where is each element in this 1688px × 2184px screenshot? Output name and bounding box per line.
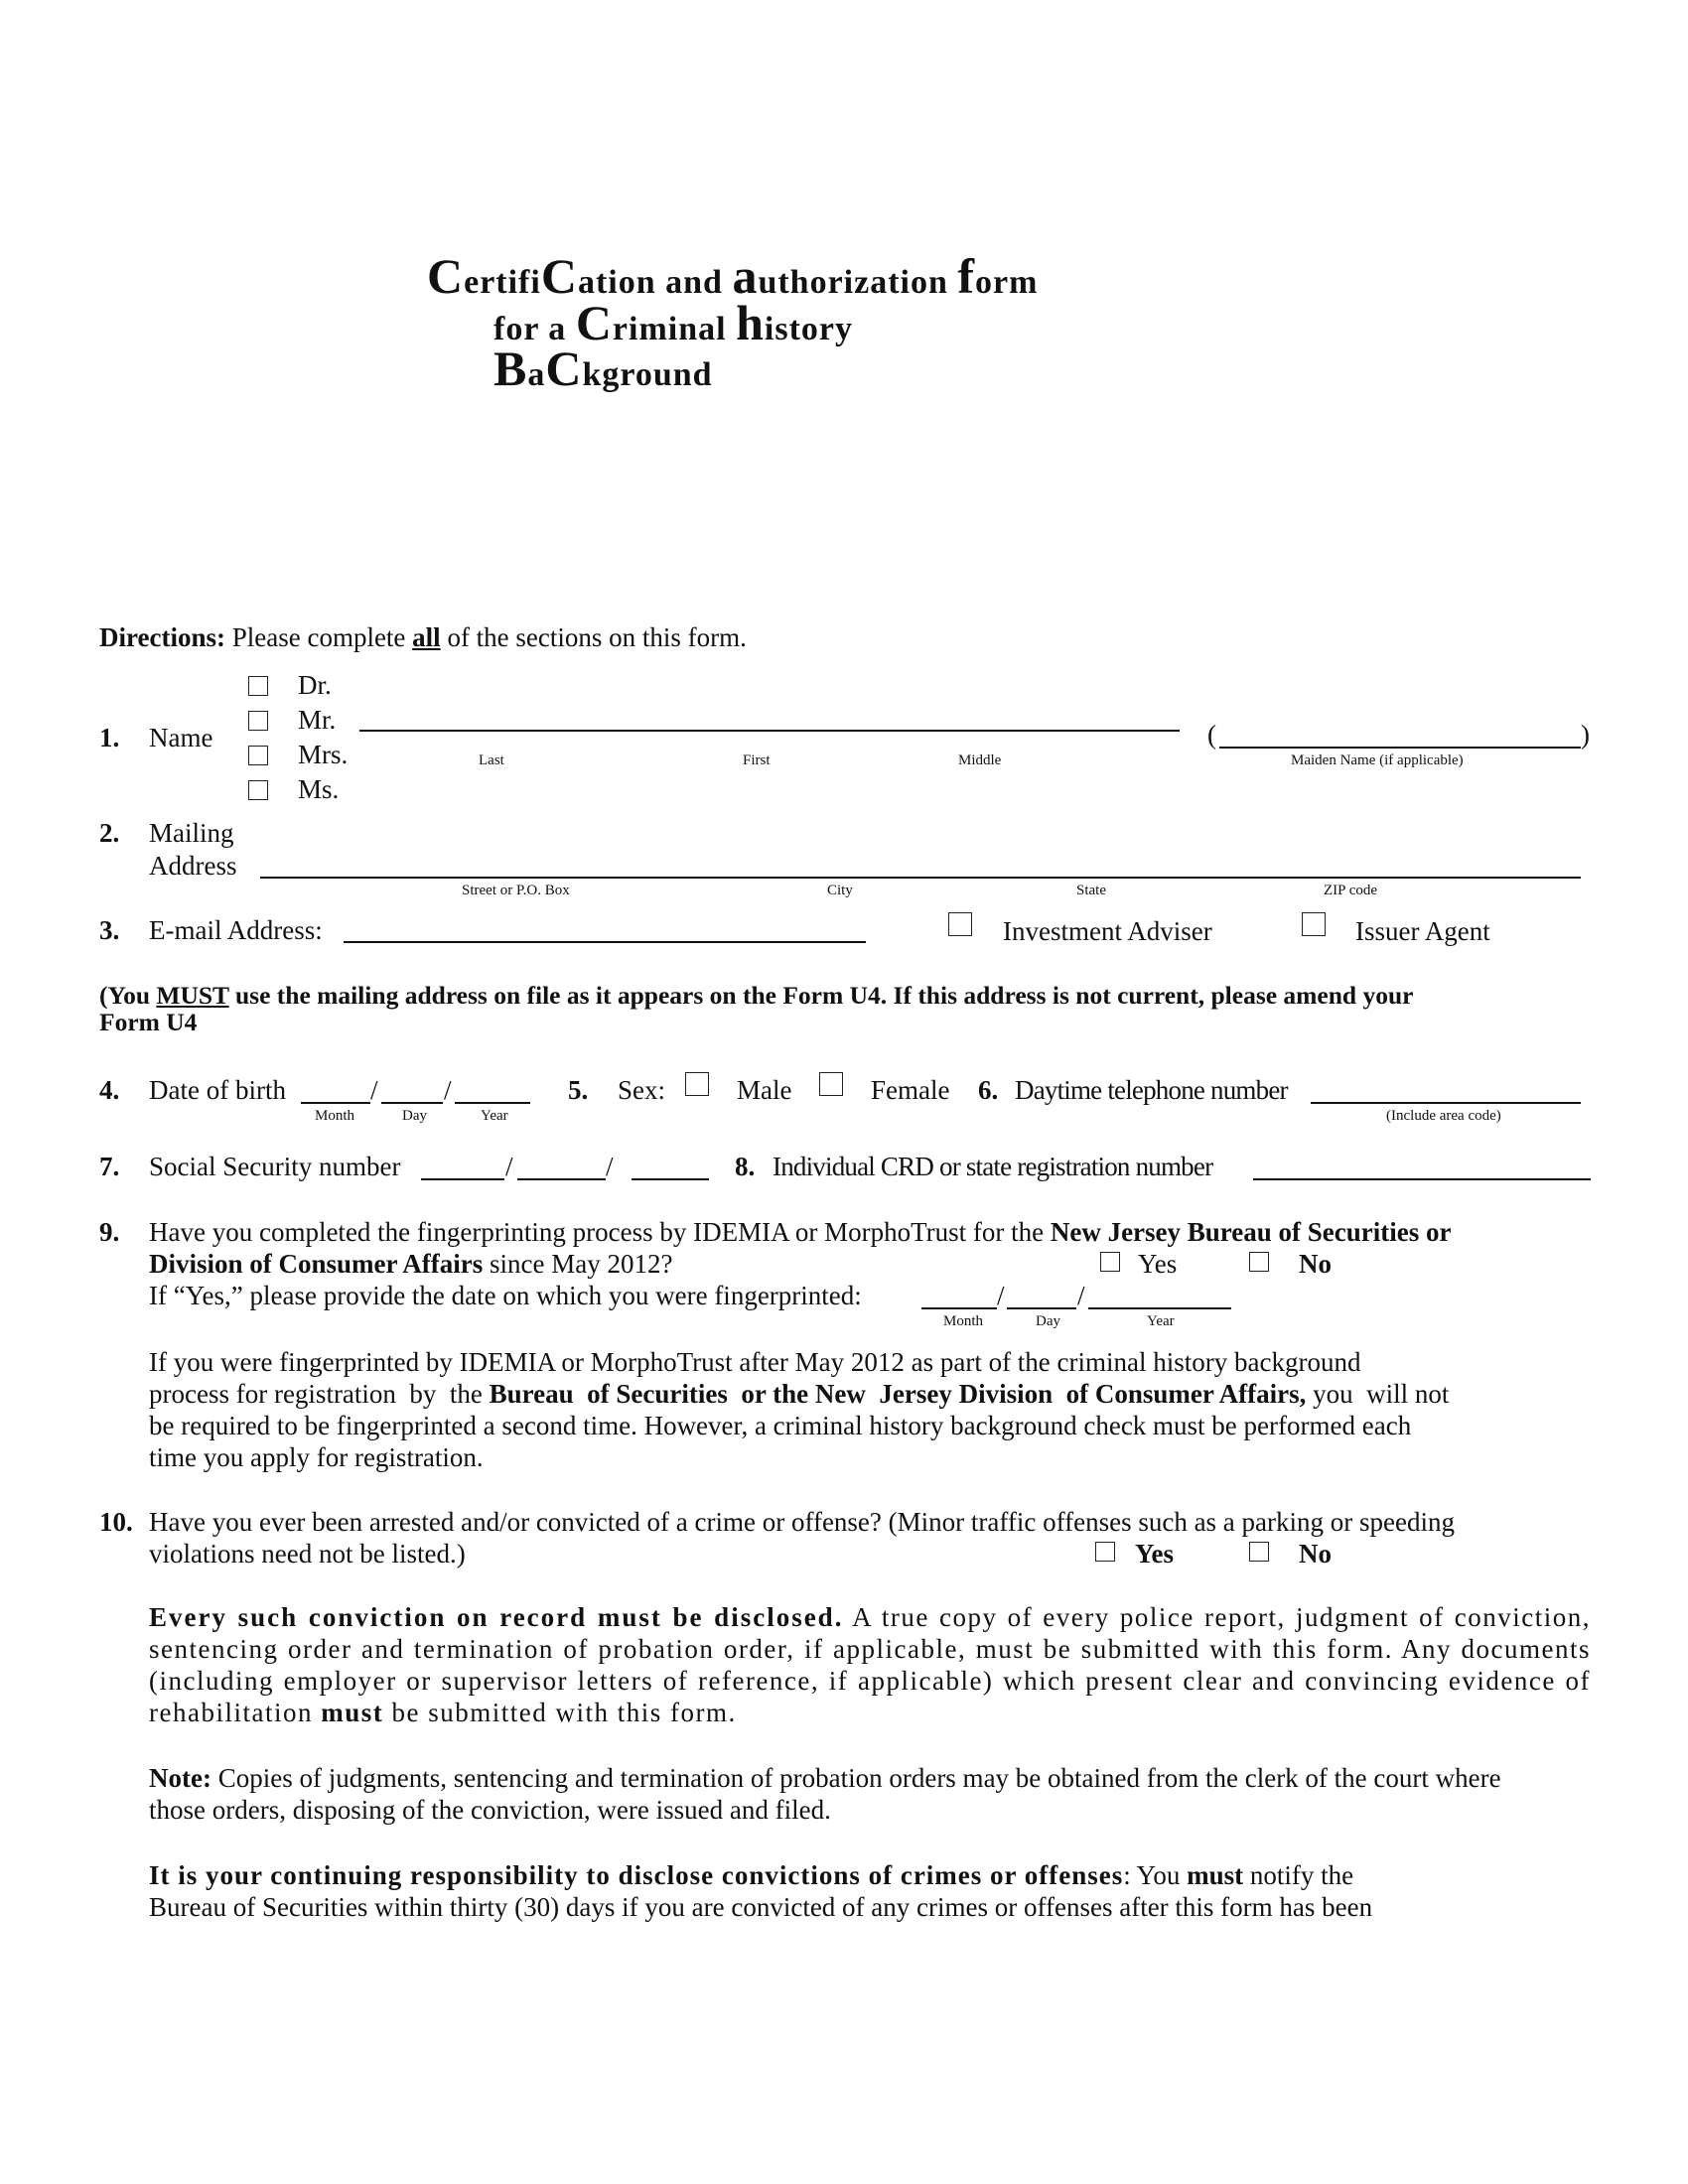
- maiden-name-sublabel: Maiden Name (if applicable): [1291, 752, 1464, 768]
- q8-number: 8.: [735, 1152, 756, 1181]
- responsibility-line1: It is your continuing responsibility to disclose convictions of crimes or offenses: You must notify the: [149, 1860, 1354, 1890]
- q9-para-line3: be required to be fingerprinted a second time. However, a criminal history background check must be performed each: [149, 1411, 1412, 1440]
- fingerprint-sep1: /: [997, 1281, 1005, 1310]
- q4-number: 4.: [99, 1075, 120, 1105]
- title-dr-checkbox[interactable]: [248, 676, 268, 696]
- title-mrs-label: Mrs.: [298, 740, 349, 769]
- responsibility-line2: Bureau of Securities within thirty (30) days if you are convicted of any crimes or offenses after this form has been: [149, 1892, 1373, 1922]
- ssn-part3-line[interactable]: [632, 1178, 709, 1180]
- title-mr-label: Mr.: [298, 705, 337, 735]
- ssn-part1-line[interactable]: [421, 1178, 504, 1180]
- address-city-sublabel: City: [827, 883, 853, 898]
- fingerprint-year-line[interactable]: [1088, 1307, 1231, 1309]
- address-zip-sublabel: ZIP code: [1324, 883, 1378, 898]
- q5-label: Sex:: [618, 1075, 666, 1105]
- dob-month-line[interactable]: [301, 1102, 370, 1104]
- issuer-agent-label: Issuer Agent: [1355, 916, 1490, 946]
- q6-number: 6.: [978, 1075, 999, 1105]
- address-state-sublabel: State: [1076, 883, 1106, 898]
- conviction-disclosure-paragraph: Every such conviction on record must be disclosed. A true copy of every police report, judgment of conviction, sentencing order and termination of probation order, if applicable, must be submitted with this form. Any documents (including employer or supervisor letters of reference, if applicable) which present clear and convincing evidence of rehabilitation must be submitted with this form.: [149, 1602, 1591, 1727]
- dob-year-line[interactable]: [455, 1102, 530, 1104]
- form-title-line3: BaCkground: [493, 341, 713, 396]
- q9-line3: If “Yes,” please provide the date on which you were fingerprinted:: [149, 1281, 862, 1310]
- q9-yes-checkbox[interactable]: [1100, 1252, 1120, 1272]
- ssn-part2-line[interactable]: [517, 1178, 606, 1180]
- name-middle-sublabel: Middle: [958, 752, 1002, 768]
- q9-para-line2: process for registration by the Bureau of Securities or the New Jersey Division of Consumer Affairs, you will not: [149, 1379, 1450, 1409]
- q9-line2: Division of Consumer Affairs since May 2012?: [149, 1249, 673, 1279]
- fingerprint-month-line[interactable]: [921, 1307, 997, 1309]
- title-dr-label: Dr.: [298, 670, 332, 700]
- q10-no-checkbox[interactable]: [1249, 1542, 1269, 1562]
- address-notice-line2: Form U4: [99, 1008, 198, 1036]
- q10-no-label: No: [1299, 1539, 1332, 1569]
- q3-label: E-mail Address:: [149, 915, 323, 945]
- q9-no-label: No: [1299, 1249, 1332, 1279]
- fingerprint-sep2: /: [1077, 1281, 1085, 1310]
- title-mrs-checkbox[interactable]: [248, 746, 268, 765]
- fingerprint-month-sublabel: Month: [943, 1313, 984, 1329]
- q10-line1: Have you ever been arrested and/or convicted of a crime or offense? (Minor traffic offenses such as a parking or speeding: [149, 1507, 1455, 1537]
- q9-para-line1: If you were fingerprinted by IDEMIA or MorphoTrust after May 2012 as part of the criminal history background: [149, 1347, 1361, 1377]
- q7-label: Social Security number: [149, 1152, 401, 1181]
- dob-month-sublabel: Month: [315, 1108, 355, 1124]
- sex-female-label: Female: [871, 1075, 950, 1105]
- q3-number: 3.: [99, 915, 120, 945]
- name-field-line[interactable]: [359, 730, 1180, 732]
- q5-number: 5.: [568, 1075, 589, 1105]
- q9-yes-label: Yes: [1138, 1249, 1178, 1279]
- q10-yes-label: Yes: [1135, 1539, 1174, 1569]
- dob-sep2: /: [444, 1075, 452, 1105]
- crd-number-field-line[interactable]: [1253, 1178, 1591, 1180]
- q10-line2: violations need not be listed.): [149, 1539, 466, 1569]
- q8-label: Individual CRD or state registration number: [773, 1152, 1213, 1181]
- dob-sep1: /: [370, 1075, 378, 1105]
- title-mr-checkbox[interactable]: [248, 711, 268, 731]
- address-street-sublabel: Street or P.O. Box: [462, 883, 570, 898]
- form-title-line2: for a Criminal history: [493, 295, 853, 350]
- sex-female-checkbox[interactable]: [819, 1072, 843, 1096]
- form-title: CertifiCation and authorization form: [427, 248, 1039, 304]
- name-first-sublabel: First: [743, 752, 771, 768]
- dob-day-line[interactable]: [381, 1102, 443, 1104]
- q9-para-line4: time you apply for registration.: [149, 1442, 484, 1472]
- fingerprint-year-sublabel: Year: [1147, 1313, 1175, 1329]
- maiden-paren-close: ): [1581, 720, 1590, 750]
- maiden-name-field-line[interactable]: [1219, 747, 1581, 749]
- q9-number: 9.: [99, 1217, 120, 1247]
- investment-adviser-label: Investment Adviser: [1003, 916, 1212, 946]
- daytime-phone-field-line[interactable]: [1311, 1102, 1581, 1104]
- q7-number: 7.: [99, 1152, 120, 1181]
- maiden-paren-open: (: [1207, 720, 1216, 750]
- ssn-sep2: /: [606, 1152, 614, 1181]
- q1-label: Name: [149, 723, 213, 752]
- note-paragraph: Note: Copies of judgments, sentencing and termination of probation orders may be obtained from the clerk of the court where those orders, disposing of the conviction, were issued and filed.: [149, 1763, 1501, 1825]
- q10-yes-checkbox[interactable]: [1095, 1542, 1115, 1562]
- q6-label: Daytime telephone number: [1015, 1075, 1288, 1105]
- q4-label: Date of birth: [149, 1075, 286, 1105]
- q2-label-line2: Address: [149, 851, 237, 881]
- phone-area-code-sublabel: (Include area code): [1386, 1108, 1501, 1124]
- mailing-address-field-line[interactable]: [260, 877, 1581, 879]
- q9-line1: Have you completed the fingerprinting process by IDEMIA or MorphoTrust for the New Jersey Bureau of Securities or: [149, 1217, 1452, 1247]
- q1-number: 1.: [99, 723, 120, 752]
- q9-no-checkbox[interactable]: [1249, 1252, 1269, 1272]
- dob-day-sublabel: Day: [402, 1108, 427, 1124]
- directions: Directions: Please complete all of the sections on this form.: [99, 622, 747, 652]
- q2-label-line1: Mailing: [149, 818, 234, 848]
- issuer-agent-checkbox[interactable]: [1302, 912, 1326, 936]
- name-last-sublabel: Last: [479, 752, 504, 768]
- sex-male-label: Male: [737, 1075, 792, 1105]
- title-ms-label: Ms.: [298, 774, 340, 804]
- fingerprint-day-sublabel: Day: [1036, 1313, 1060, 1329]
- ssn-sep1: /: [505, 1152, 513, 1181]
- dob-year-sublabel: Year: [481, 1108, 508, 1124]
- investment-adviser-checkbox[interactable]: [948, 912, 972, 936]
- address-notice-line1: (You MUST use the mailing address on file as it appears on the Form U4. If this address is not current, please amend your: [99, 981, 1414, 1010]
- title-ms-checkbox[interactable]: [248, 780, 268, 800]
- email-field-line[interactable]: [344, 941, 866, 943]
- q2-number: 2.: [99, 818, 120, 848]
- q10-number: 10.: [99, 1507, 133, 1537]
- sex-male-checkbox[interactable]: [685, 1072, 709, 1096]
- fingerprint-day-line[interactable]: [1007, 1307, 1076, 1309]
